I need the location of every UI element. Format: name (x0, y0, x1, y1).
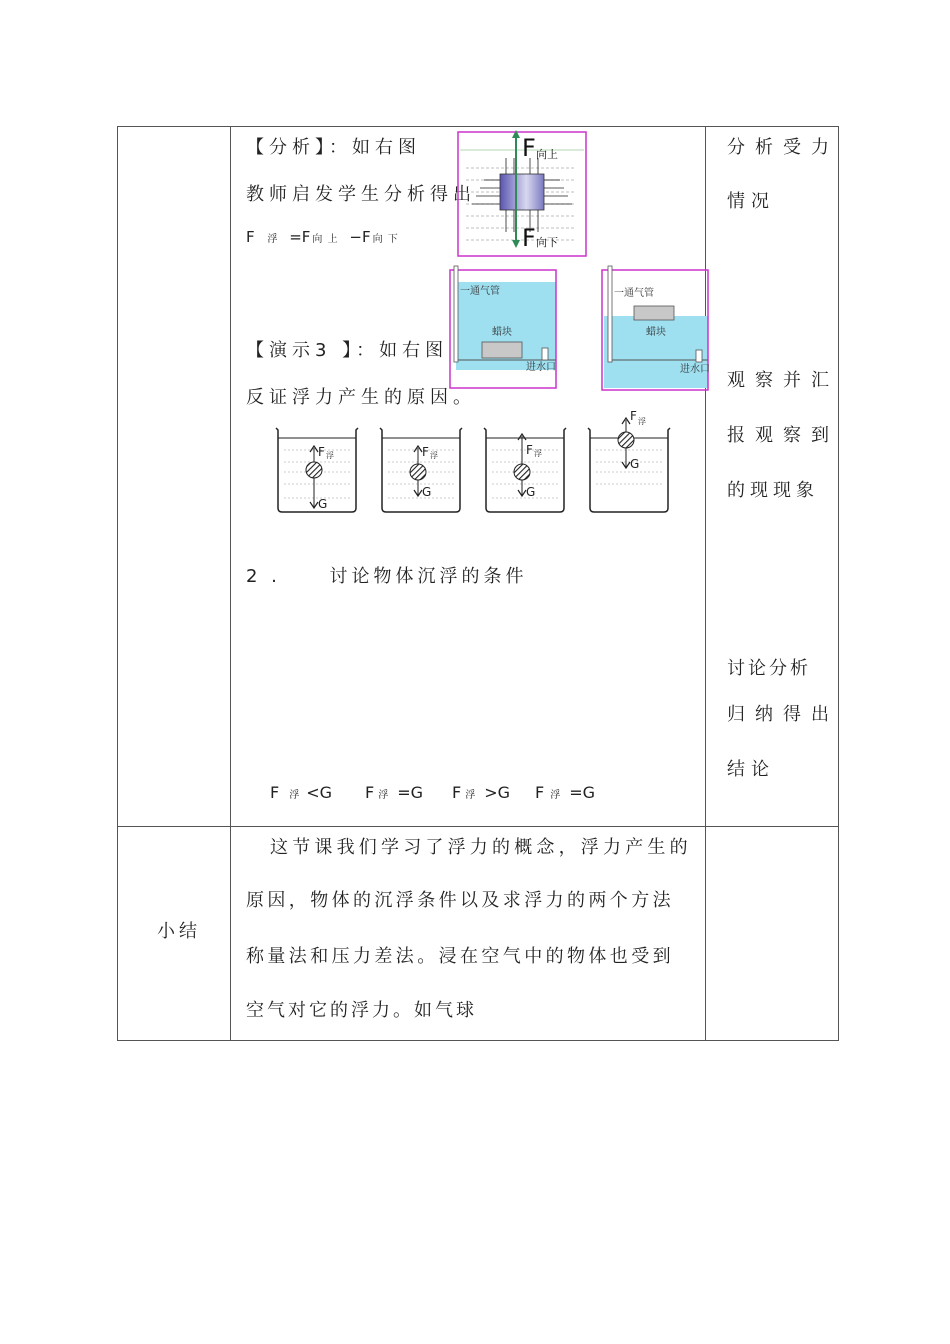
tank-b-inlet-label: 进水口 (680, 364, 710, 375)
formula-up: 向 上 (312, 234, 339, 245)
demo-heading: 【演示3 】：如右图 (246, 340, 449, 361)
tank-figure-a (448, 266, 560, 390)
beakers-figure (272, 410, 672, 516)
condition-3-f: F (452, 783, 462, 802)
formula-minus: −F (349, 228, 371, 246)
table-col-divider-1 (230, 126, 231, 1041)
condition-4 (535, 783, 595, 802)
condition-1-f: F (270, 783, 280, 802)
condition-4-sub: 浮 (550, 790, 562, 801)
right-b3: 的现现象 (727, 480, 819, 501)
right-a2: 情况 (727, 191, 775, 212)
summary-line-2: 原因，物体的沉浮条件以及求浮力的两个方法 (246, 890, 674, 911)
formula-f: F (246, 228, 255, 246)
table-border-right (838, 126, 839, 1041)
force-up-label: F (522, 134, 536, 162)
demo-text: 反证浮力产生的原因。 (246, 387, 476, 408)
condition-4-f: F (535, 783, 545, 802)
condition-3-rel: >G (484, 783, 511, 802)
beaker-3-fsub: 浮 (534, 449, 542, 458)
beaker-3 (484, 428, 566, 512)
tank-a-inlet-label: 进水口 (526, 362, 556, 373)
summary-line-4: 空气对它的浮力。如气球 (246, 1000, 477, 1021)
summary-line-3: 称量法和压力差法。浸在空气中的物体也受到 (246, 946, 674, 967)
condition-3-sub: 浮 (465, 790, 477, 801)
table-border-top (117, 126, 839, 127)
beaker-4-g: G (630, 457, 640, 471)
beaker-1-f: F (318, 445, 325, 459)
formula-fu: 浮 (267, 234, 279, 245)
condition-4-rel: =G (569, 783, 596, 802)
condition-2-f: F (365, 783, 375, 802)
condition-2-rel: =G (397, 783, 424, 802)
tank-b-tube-label: 一通气管 (614, 288, 654, 299)
formula-eq: =F (289, 228, 311, 246)
beaker-2-fsub: 浮 (430, 451, 438, 460)
beaker-2-g: G (422, 485, 432, 499)
tank-b-block-label: 蜡块 (646, 327, 666, 338)
right-b1: 观察并汇 (727, 370, 839, 391)
beaker-2-f: F (422, 445, 429, 459)
beaker-1 (276, 428, 358, 512)
right-a1: 分析受力 (727, 137, 839, 158)
force-down-label: F (522, 224, 536, 252)
condition-3 (452, 783, 510, 802)
tank-a-block-label: 蜡块 (492, 327, 512, 338)
condition-1-rel: <G (306, 783, 333, 802)
summary-label: 小结 (157, 921, 201, 942)
beaker-4 (588, 409, 670, 512)
condition-1-sub: 浮 (289, 790, 301, 801)
discuss-title: 2 . 讨论物体沉浮的条件 (246, 566, 528, 587)
tank-figure-b (600, 266, 712, 392)
table-col-divider-2 (705, 126, 706, 1041)
condition-2 (365, 783, 423, 802)
right-b2: 报观察到 (727, 425, 839, 446)
tank-a-tube-label: 一通气管 (460, 286, 500, 297)
beaker-4-fsub: 浮 (638, 417, 646, 426)
pressure-formula (246, 228, 399, 246)
table-border-bottom (117, 1040, 839, 1041)
teacher-text: 教师启发学生分析得出 (246, 184, 476, 205)
beaker-1-fsub: 浮 (326, 451, 334, 460)
condition-2-sub: 浮 (378, 790, 390, 801)
beaker-3-g: G (526, 485, 536, 499)
right-c3: 结论 (727, 759, 775, 780)
pressure-difference-figure (456, 128, 590, 258)
formula-down: 向 下 (372, 234, 399, 245)
condition-1 (270, 783, 332, 802)
force-down-sub: 向下 (536, 236, 558, 249)
beaker-2 (380, 428, 462, 512)
table-row-divider (117, 826, 839, 827)
beaker-4-f: F (630, 409, 637, 423)
summary-line-1: 这节课我们学习了浮力的概念，浮力产生的 (270, 837, 692, 858)
beaker-1-g: G (318, 497, 328, 511)
force-up-sub: 向上 (536, 148, 558, 161)
analysis-heading: 【分析】：如右图 (246, 137, 421, 158)
table-border-left (117, 126, 118, 1041)
right-c2: 归纳得出 (727, 704, 839, 725)
beaker-3-f: F (526, 443, 533, 457)
right-c1: 讨论分析 (727, 658, 811, 679)
